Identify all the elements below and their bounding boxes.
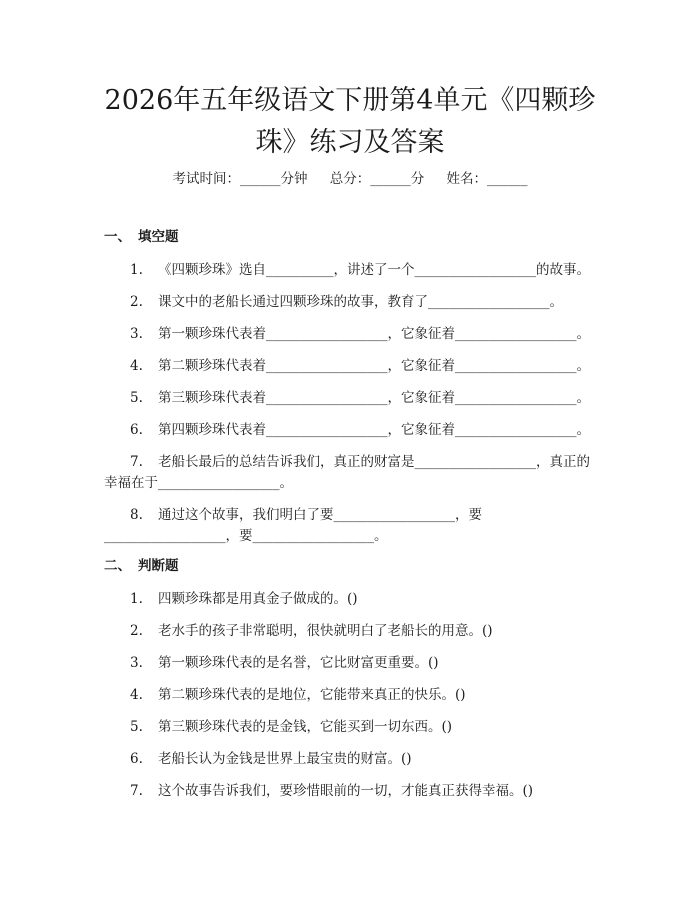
- section-number: 一、: [104, 229, 131, 245]
- section-title: 判断题: [138, 558, 179, 574]
- question-number: 2.: [130, 294, 143, 310]
- question-text: 第一颗珍珠代表着__________________，它象征着__________________。: [158, 326, 590, 342]
- question-text: 四颗珍珠都是用真金子做成的。(): [158, 591, 358, 607]
- question-item: [130, 781, 600, 802]
- question-item: [130, 621, 600, 642]
- question-text: 老水手的孩子非常聪明，很快就明白了老船长的用意。(): [158, 623, 493, 639]
- question-item: [130, 292, 600, 313]
- question-text: 第二颗珍珠代表的是地位，它能带来真正的快乐。(): [158, 687, 466, 703]
- question-item: [130, 717, 600, 738]
- section-heading-fill-blank: [104, 228, 179, 246]
- question-number: 8.: [130, 507, 143, 523]
- document-title: [90, 80, 610, 164]
- question-item: [130, 749, 600, 770]
- title-line-2: 珠》练习及答案: [255, 127, 445, 158]
- question-text: 第四颗珍珠代表着__________________，它象征着__________________。: [158, 422, 590, 438]
- question-number: 5.: [130, 390, 143, 406]
- question-number: 5.: [130, 719, 143, 735]
- question-item: [130, 260, 600, 281]
- exam-info: [0, 170, 700, 188]
- question-number: 1.: [130, 262, 143, 278]
- question-item: [130, 653, 600, 674]
- question-number: 3.: [130, 326, 143, 342]
- question-number: 6.: [130, 751, 143, 767]
- section-number: 二、: [104, 558, 131, 574]
- question-number: 6.: [130, 422, 143, 438]
- question-text: 第一颗珍珠代表的是名誉，它比财富更重要。(): [158, 655, 439, 671]
- question-item: [104, 505, 600, 547]
- exam-name: 姓名：______: [446, 171, 528, 187]
- exam-time: 考试时间：______分钟: [172, 171, 308, 187]
- question-number: 1.: [130, 591, 143, 607]
- question-text: 第二颗珍珠代表着__________________，它象征着__________________。: [158, 358, 590, 374]
- question-text: 课文中的老船长通过四颗珍珠的故事，教育了__________________。: [158, 294, 563, 310]
- exam-score: 总分：______分: [329, 171, 425, 187]
- question-number: 2.: [130, 623, 143, 639]
- question-item: [130, 589, 600, 610]
- title-line-1: 2026年五年级语文下册第4单元《四颗珍: [104, 85, 596, 116]
- question-text: 这个故事告诉我们，要珍惜眼前的一切，才能真正获得幸福。(): [158, 783, 534, 799]
- question-item: [130, 420, 600, 441]
- question-text: 通过这个故事，我们明白了要__________________，要__________________，要__________________。: [104, 507, 482, 544]
- question-item: [130, 685, 600, 706]
- section-title: 填空题: [138, 229, 179, 245]
- question-number: 4.: [130, 358, 143, 374]
- question-text: 老船长最后的总结告诉我们，真正的财富是__________________，真正的幸福在于__________________。: [104, 454, 590, 491]
- question-number: 7.: [130, 454, 143, 470]
- question-item: [130, 356, 600, 377]
- question-item: [130, 324, 600, 345]
- question-number: 4.: [130, 687, 143, 703]
- question-item: [104, 452, 600, 494]
- question-text: 第三颗珍珠代表的是金钱，它能买到一切东西。(): [158, 719, 453, 735]
- question-item: [130, 388, 600, 409]
- question-text: 《四颗珍珠》选自__________，讲述了一个__________________的故事。: [158, 262, 590, 278]
- question-number: 3.: [130, 655, 143, 671]
- question-text: 老船长认为金钱是世界上最宝贵的财富。(): [158, 751, 412, 767]
- question-text: 第三颗珍珠代表着__________________，它象征着__________________。: [158, 390, 590, 406]
- question-number: 7.: [130, 783, 143, 799]
- section-heading-true-false: [104, 557, 179, 575]
